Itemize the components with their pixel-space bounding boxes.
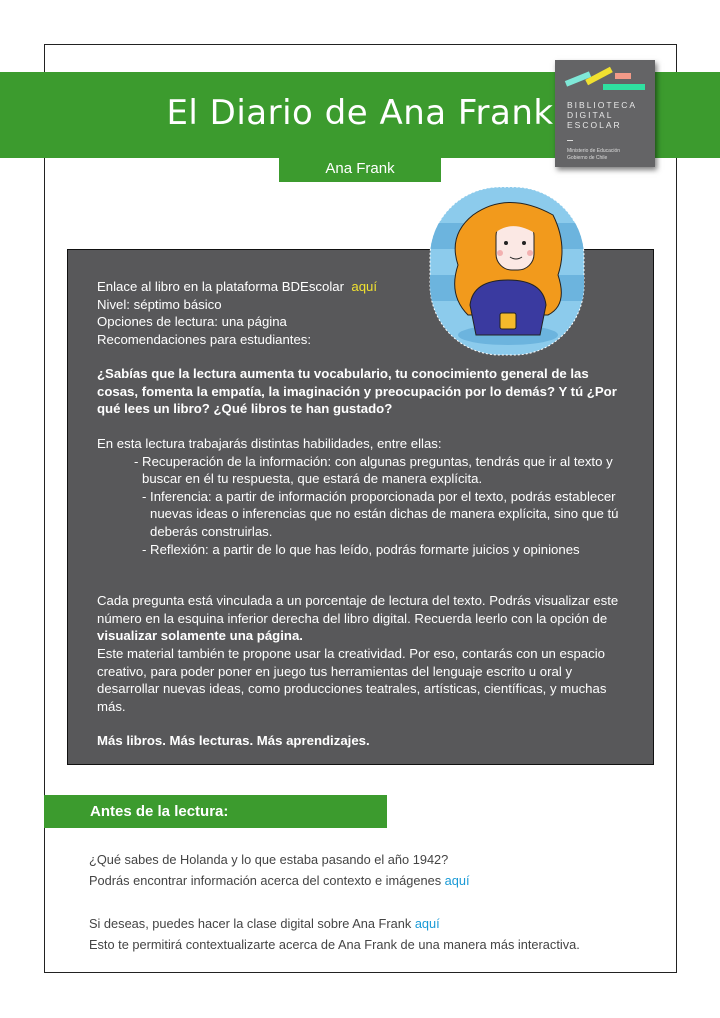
logo-name: BIBLIOTECA DIGITAL ESCOLAR (567, 100, 638, 130)
skill-item: - Reflexión: a partir de lo que has leído, podrás formarte juicios y opiniones (142, 541, 580, 557)
page-title: El Diario de Ana Frank (166, 93, 554, 133)
ana-frank-illustration (428, 185, 586, 357)
book-info (97, 278, 377, 348)
skill-item: - Recuperación de la información: con algunas preguntas, tendrás que ir al texto y buscar en él tu respuesta, que estará de manera explícita. (134, 453, 613, 487)
percent-paragraph: Cada pregunta está vinculada a un porcentaje de lectura del texto. Podrás visualizar este número en la esquina inferior derecha del libro digital. Recuerda leerlo con la opción de visualizar solamente una página. (97, 593, 619, 644)
before-reading-text: ¿Qué sabes de Holanda y lo que estaba pasando el año 1942? Podrás encontrar información acerca del contexto e imágenes aquí (89, 849, 470, 891)
book-link-text: Enlace al libro en la plataforma BDEscolar (97, 279, 345, 294)
level-text: Nivel: séptimo básico (97, 296, 222, 312)
skills-section (97, 435, 627, 558)
slogan: Más libros. Más lecturas. Más aprendizajes. (97, 733, 370, 748)
creative-paragraph: Este material también te propone usar la creatividad. Por eso, contarás con un espacio creativo, para poder poner en juego tus herramientas del lenguaje escrito u oral y desarrollar nuevas ideas, como producciones teatrales, artísticas, científicas, y muchas más. (97, 646, 607, 714)
intro-question: ¿Sabías que la lectura aumenta tu vocabulario, tu conocimiento general de las cosas, fomenta la empatía, la imaginación y preocupación por lo demás? Y tú ¿Por qué lees un libro? ¿Qué libros te han gustado? (97, 366, 617, 417)
options-text: Opciones de lectura: una página (97, 314, 287, 330)
logo-divider (567, 140, 573, 141)
digital-class-text: Si deseas, puedes hacer la clase digital sobre Ana Frank aquí Esto te permitirá contextualizarte acerca de Ana Frank de una manera más interactiva. (89, 916, 580, 952)
biblioteca-digital-escolar-logo (555, 60, 655, 167)
context-link[interactable]: aquí (444, 873, 470, 888)
skills-intro: En esta lectura trabajarás distintas habilidades, entre ellas: (97, 436, 442, 451)
percent-bold: visualizar solamente una página. (97, 628, 303, 644)
skill-item: - Inferencia: a partir de información proporcionada por el texto, podrás establecer nuevas ideas o inferencias que no están dichas de manera explícita, sino que tú deberás construirlas. (142, 488, 619, 539)
book-link[interactable]: aquí (351, 279, 378, 294)
logo-ministry: Ministerio de Educación Gobierno de Chile (567, 148, 621, 161)
author-tab: Ana Frank (279, 157, 441, 182)
logo-bars-icon (555, 60, 655, 100)
before-reading-heading: Antes de la lectura: (44, 795, 387, 828)
recs-label: Recomendaciones para estudiantes: (97, 331, 312, 347)
question-holland: ¿Qué sabes de Holanda y lo que estaba pasando el año 1942? (89, 852, 449, 867)
digital-class-link[interactable]: aquí (414, 916, 440, 931)
